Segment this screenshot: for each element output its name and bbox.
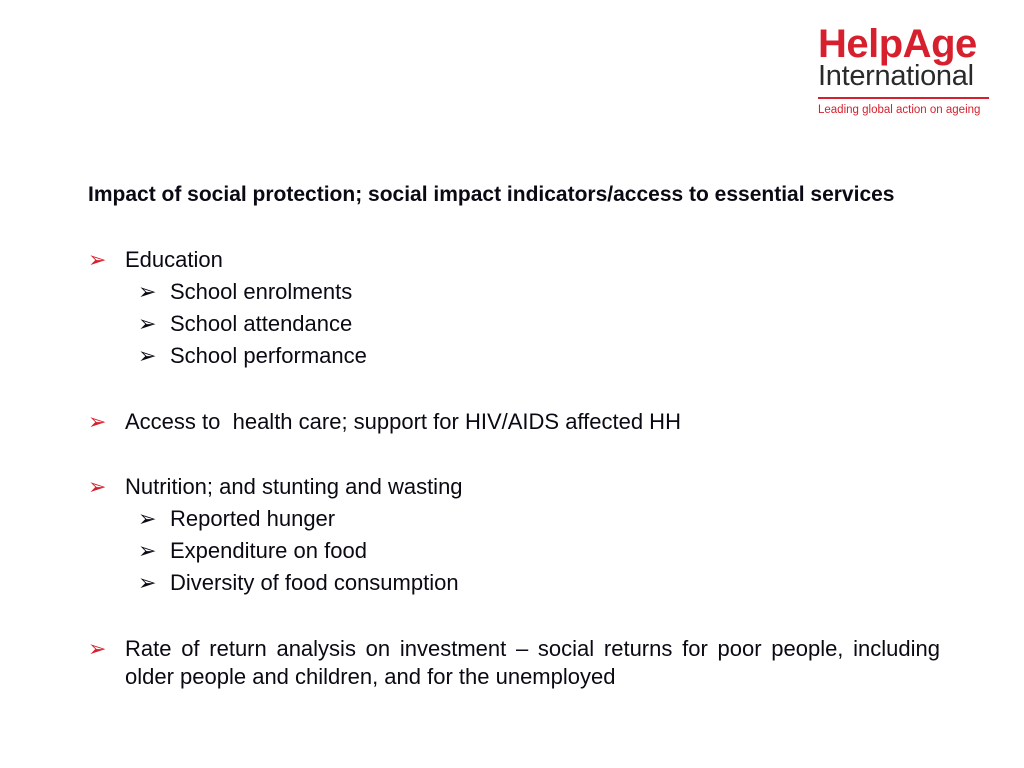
subitem-label: School enrolments	[170, 279, 353, 304]
arrow-subbullet-icon: ➢	[138, 570, 157, 595]
subitem-label: Expenditure on food	[170, 538, 367, 563]
subitem-school-enrolments	[88, 276, 940, 308]
arrow-subbullet-icon: ➢	[138, 506, 157, 531]
subitem-expenditure-on-food	[88, 535, 940, 567]
arrow-bullet-icon: ➢	[88, 474, 107, 499]
subitem-school-attendance	[88, 308, 940, 340]
bullet-label: Access to health care; support for HIV/AIDS affected HH	[125, 409, 681, 434]
logo-tagline: Leading global action on ageing	[818, 104, 981, 116]
arrow-subbullet-icon: ➢	[138, 343, 157, 368]
subitem-label: School performance	[170, 343, 367, 368]
slide-heading: Impact of social protection; social impact indicators/access to essential services	[88, 183, 895, 206]
arrow-subbullet-icon: ➢	[138, 311, 157, 336]
subitem-school-performance	[88, 340, 940, 372]
logo-sub-text: International	[818, 60, 974, 92]
bullet-label: Education	[125, 247, 223, 272]
arrow-bullet-icon: ➢	[88, 409, 107, 434]
subitem-label: Diversity of food consumption	[170, 570, 459, 595]
arrow-subbullet-icon: ➢	[138, 279, 157, 304]
logo-divider	[818, 97, 989, 99]
slide-content	[88, 181, 940, 691]
logo-brand-text: HelpAge	[818, 22, 977, 66]
arrow-bullet-icon: ➢	[88, 636, 107, 661]
helpage-logo	[818, 24, 993, 117]
bullet-health-care	[88, 408, 940, 436]
subitem-reported-hunger	[88, 503, 940, 535]
bullet-rate-of-return	[88, 635, 940, 691]
bullet-label: Rate of return analysis on investment – social returns for poor people, including older people and children, and for the unemployed	[125, 636, 940, 689]
bullet-nutrition	[88, 473, 940, 501]
bullet-education	[88, 246, 940, 274]
subitem-label: Reported hunger	[170, 506, 336, 531]
subitem-label: School attendance	[170, 311, 353, 336]
arrow-subbullet-icon: ➢	[138, 538, 157, 563]
bullet-label: Nutrition; and stunting and wasting	[125, 474, 463, 499]
arrow-bullet-icon: ➢	[88, 247, 107, 272]
subitem-diversity-of-food	[88, 567, 940, 599]
